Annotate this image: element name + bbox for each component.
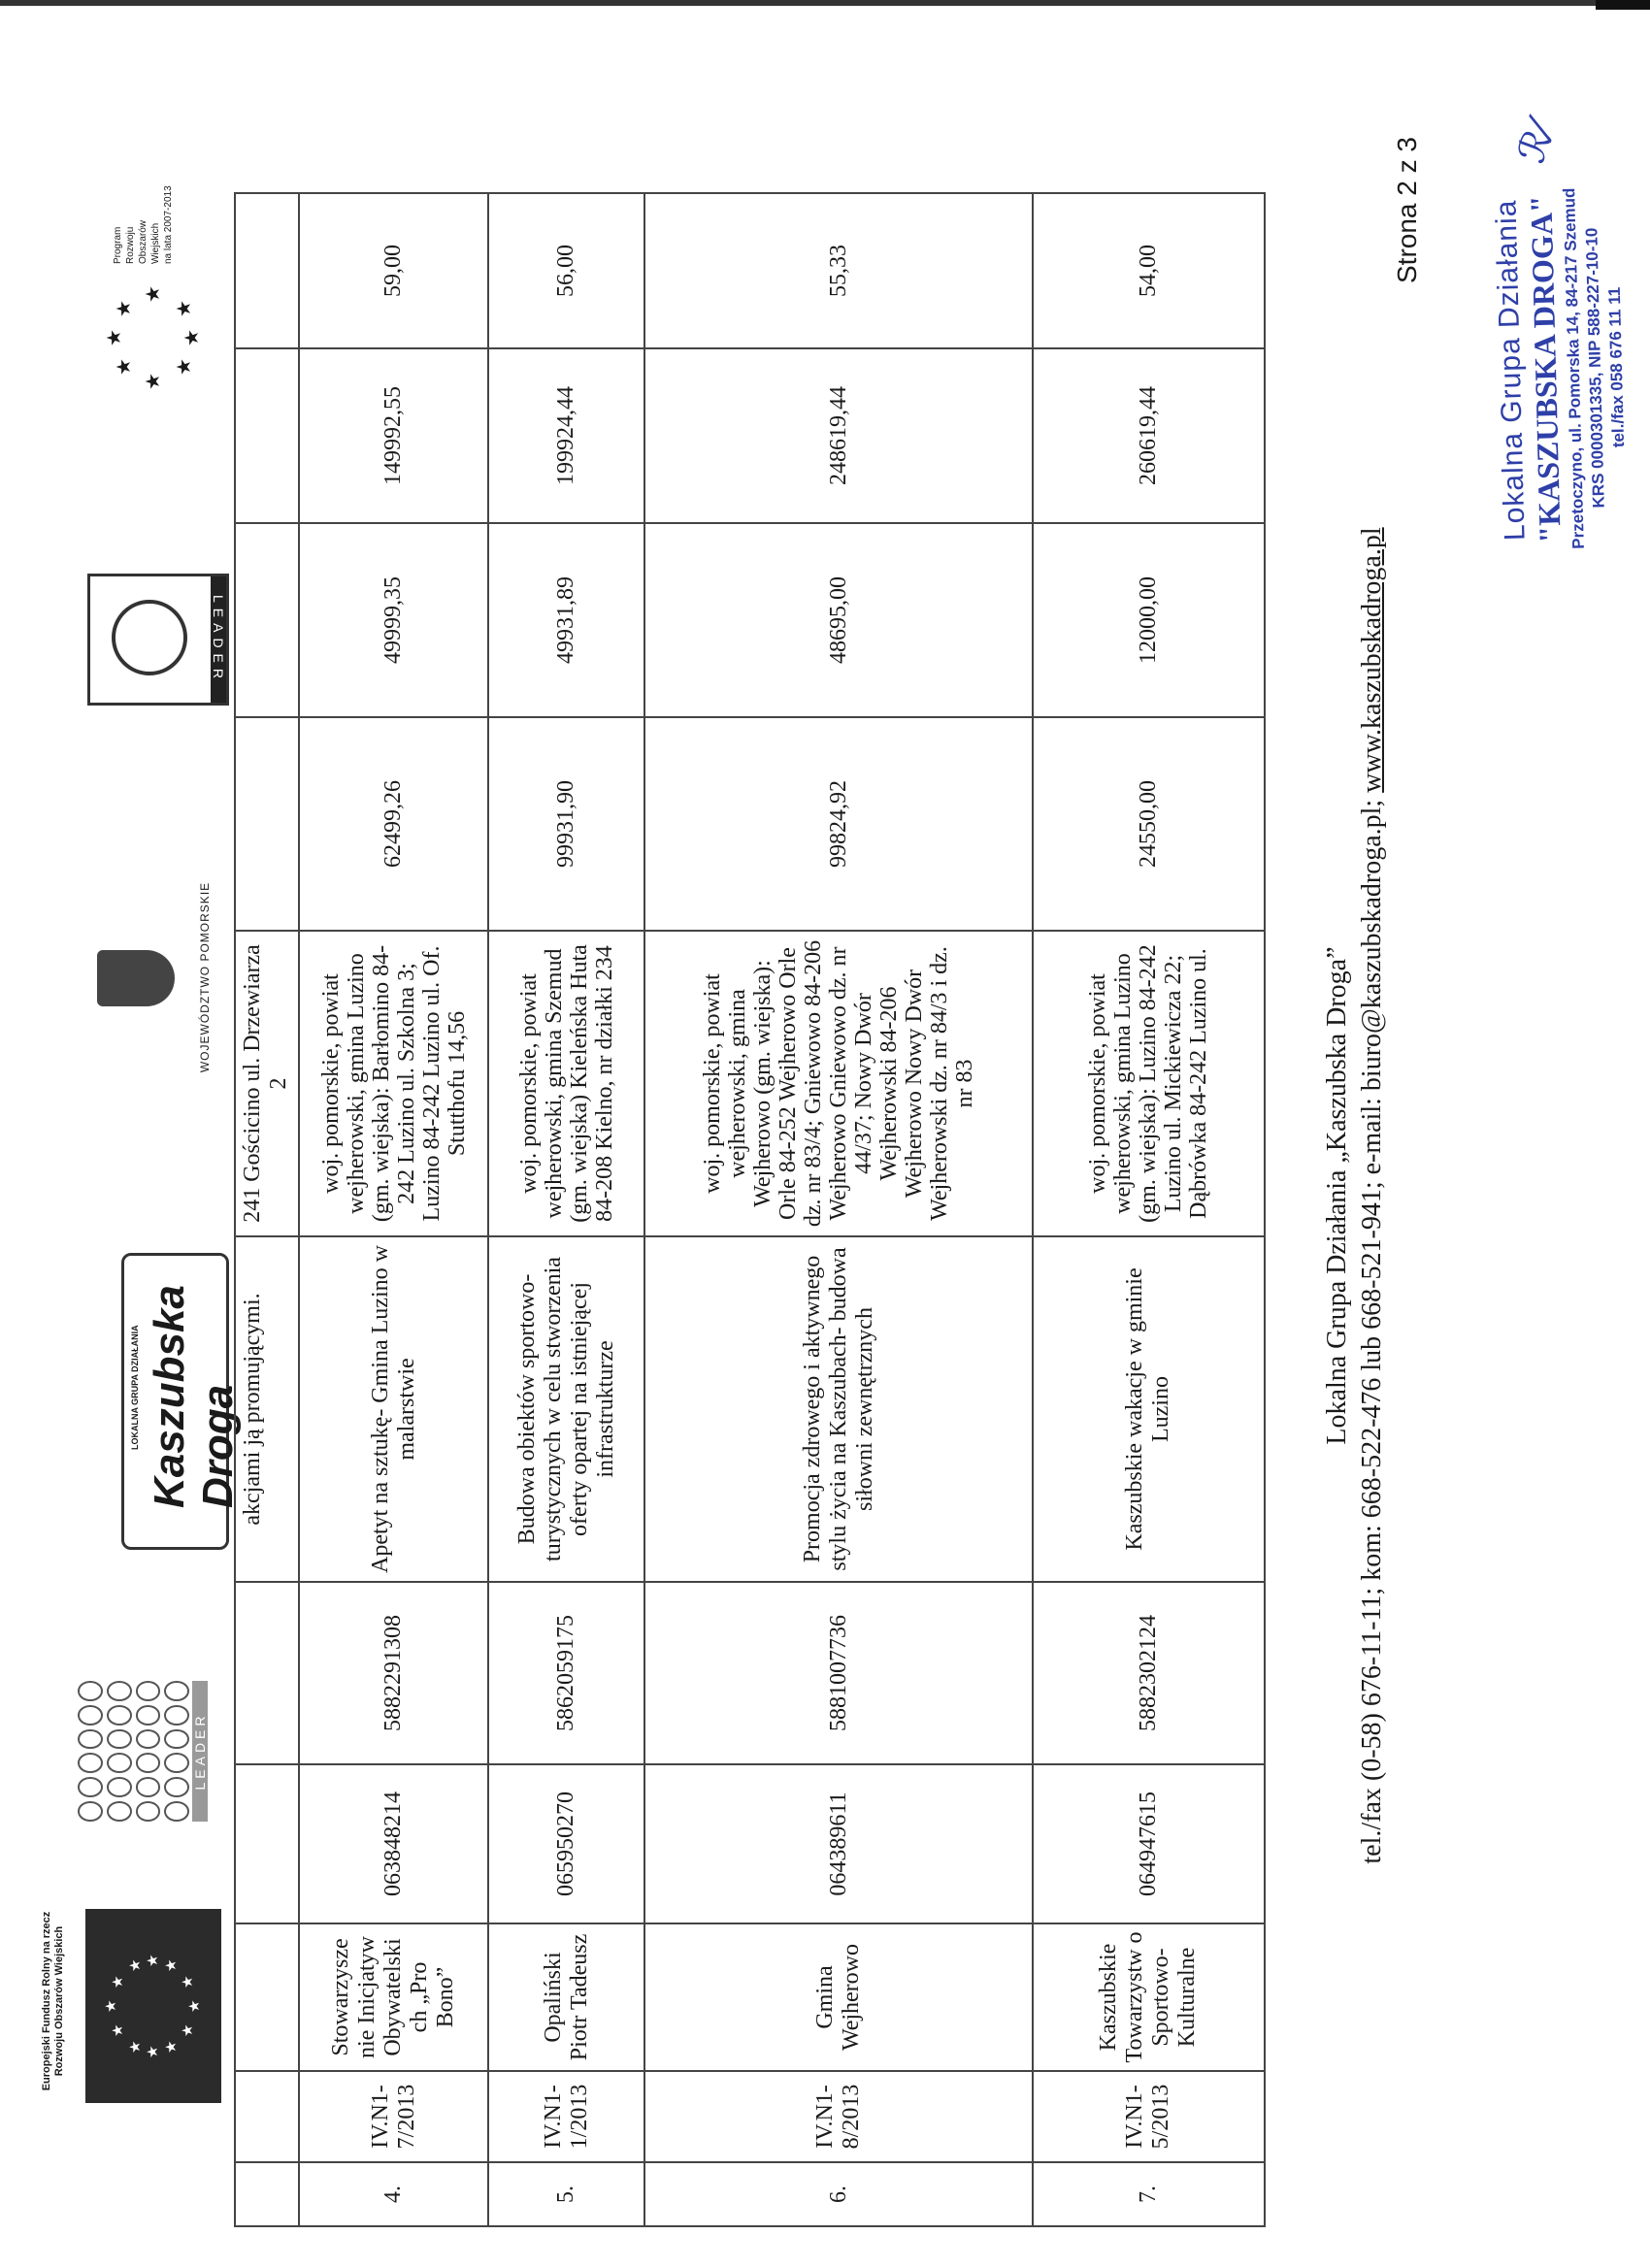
row-score: 56,00 xyxy=(488,193,644,348)
eu-caption-line1: Europejski Fundusz Rolny na rzecz xyxy=(41,1911,52,2091)
kd-logo-big-text: Kaszubska Droga xyxy=(146,1285,242,1508)
organization-stamp xyxy=(1489,139,1634,598)
handwritten-signature-icon: ℛ⁄ xyxy=(1508,117,1565,169)
footer-website-link[interactable]: www.kaszubskadroga.pl xyxy=(1357,527,1387,793)
leader-leaf-icon xyxy=(112,600,187,675)
row-address: woj. pomorskie, powiat wejherowski, gmina Luzino (gm. wiejska): Luzino 84-242 Luzino ul. Mickiewicza 22; Dąbrówka 84-242 Luzino ul. xyxy=(1033,931,1265,1236)
row-code: IV.N1-8/2013 xyxy=(644,2071,1033,2162)
row-lp: 7. xyxy=(1033,2162,1265,2226)
row-code: IV.N1-1/2013 xyxy=(488,2071,644,2162)
table-cell xyxy=(235,2071,299,2162)
row-nip: 5862059175 xyxy=(488,1582,644,1764)
row-title: Promocja zdrowego i aktywnego stylu życia na Kaszubach- budowa siłowni zewnętrznych xyxy=(644,1236,1033,1582)
row-lp: 6. xyxy=(644,2162,1033,2226)
continuation-address: 241 Gościcino ul. Drzewiarza 2 xyxy=(235,931,299,1236)
row-code: IV.N1-5/2013 xyxy=(1033,2071,1265,2162)
row-cost-total: 99931,90 xyxy=(488,717,644,931)
table-cell xyxy=(235,1582,299,1764)
row-cost-eligible: 49931,89 xyxy=(488,523,644,717)
table-row-continuation xyxy=(235,193,299,2226)
row-amount: 248619,44 xyxy=(644,348,1033,523)
footer-organization: Lokalna Grupa Działania „Kaszubska Droga” xyxy=(1322,946,1352,1445)
row-title: Apetyt na sztukę- Gmina Luzino w malarstwie xyxy=(299,1236,488,1582)
eu-caption-line2: Rozwoju Obszarów Wiejskich xyxy=(53,1925,65,2077)
row-regon: 064947615 xyxy=(1033,1764,1265,1923)
row-code: IV.N1-7/2013 xyxy=(299,2071,488,2162)
table-cell xyxy=(235,1764,299,1923)
row-cost-total: 24550,00 xyxy=(1033,717,1265,931)
table-cell xyxy=(235,2162,299,2226)
row-regon: 065950270 xyxy=(488,1764,644,1923)
prow-stars-icon: ★ ★ ★ ★ ★ ★ ★ ★ xyxy=(104,285,203,390)
row-nip: 5881007736 xyxy=(644,1582,1033,1764)
footer-contact xyxy=(1357,123,1388,2268)
row-score: 59,00 xyxy=(299,193,488,348)
row-title: Budowa obiektów sportowo- turystycznych w celu stworzenia oferty opartej na istniejącej infrastrukturze xyxy=(488,1236,644,1582)
leader-logo-1-text: LEADER xyxy=(192,1681,208,1822)
prow-line: Wiejskich xyxy=(150,222,161,264)
ranking-table xyxy=(234,192,1266,2227)
row-lp: 4. xyxy=(299,2162,488,2226)
stamp-line2: "KASZUBSKA DROGA" xyxy=(1523,194,1568,543)
leader-logo-1 xyxy=(78,1681,218,1822)
footer-contact-text: tel./fax (0-58) 676-11-11; kom: 668-522-476 lub 668-521-941; e-mail: biuro@kaszubskadroga.pl; xyxy=(1357,792,1387,1864)
page-number: Strona 2 z 3 xyxy=(1392,137,1422,283)
row-score: 54,00 xyxy=(1033,193,1265,348)
row-applicant: Kaszubskie Towarzystw o Sportowo-Kulturalne xyxy=(1033,1923,1265,2071)
row-lp: 5. xyxy=(488,2162,644,2226)
row-cost-total: 62499,26 xyxy=(299,717,488,931)
pomorskie-caption: WOJEWÓDZTWO POMORSKIE xyxy=(198,881,212,1073)
stamp-line5: tel./fax 058 676 11 11 xyxy=(1604,286,1629,448)
table-row xyxy=(644,193,1033,2226)
row-cost-eligible: 12000,00 xyxy=(1033,523,1265,717)
row-applicant: Stowarzysze nie Inicjatyw Obywatelski ch „Pro Bono” xyxy=(299,1923,488,2071)
leader-logo-2-text: LEADER xyxy=(211,576,226,703)
row-cost-eligible: 49999,35 xyxy=(299,523,488,717)
table-cell xyxy=(235,193,299,348)
stamp-line4: KRS 0000301335, NIP 588-227-10-10 xyxy=(1582,227,1608,509)
row-regon: 064389611 xyxy=(644,1764,1033,1923)
table-row xyxy=(299,193,488,2226)
row-amount: 149992,55 xyxy=(299,348,488,523)
table-row xyxy=(488,193,644,2226)
prow-logo xyxy=(78,172,223,395)
table-cell xyxy=(235,1923,299,2071)
eu-fund-caption xyxy=(41,1880,66,2122)
logo-header xyxy=(29,162,242,2122)
table-cell xyxy=(235,348,299,523)
row-regon: 063848214 xyxy=(299,1764,488,1923)
kd-logo-small-text: LOKALNA GRUPA DZIAŁANIA xyxy=(130,1325,140,1450)
prow-logo-text xyxy=(112,185,175,264)
row-score: 55,33 xyxy=(644,193,1033,348)
row-address: woj. pomorskie, powiat wejherowski, gmina Szemud (gm. wiejska) Kieleńska Huta 84-208 Kielno, nr działki 234 xyxy=(488,931,644,1236)
pomorskie-logo xyxy=(97,880,223,1074)
kaszubska-droga-logo xyxy=(121,1253,242,1550)
leader-dots-icon xyxy=(78,1681,189,1822)
row-title: Kaszubskie wakacje w gminie Luzino xyxy=(1033,1236,1265,1582)
prow-line: Rozwoju xyxy=(125,226,136,264)
row-amount: 260619,44 xyxy=(1033,348,1265,523)
row-amount: 199924,44 xyxy=(488,348,644,523)
table-row xyxy=(1033,193,1265,2226)
row-cost-eligible: 48695,00 xyxy=(644,523,1033,717)
row-cost-total: 99824,92 xyxy=(644,717,1033,931)
row-applicant: Opaliński Piotr Tadeusz xyxy=(488,1923,644,2071)
eu-flag-icon: ★ ★ ★ ★ ★ ★ ★ ★ ★ ★ ★ ★ xyxy=(85,1909,221,2103)
stamp-line3: Przetoczyno, ul. Pomorska 14, 84-217 Szemud xyxy=(1560,187,1588,549)
row-address: woj. pomorskie, powiat wejherowski, gmina Luzino (gm. wiejska): Barłomino 84-242 Luzino ul. Szkolna 3; Luzino 84-242 Luzino ul. Of. Stutthofu 14,56 xyxy=(299,931,488,1236)
stamp-line1: Lokalna Grupa Działania xyxy=(1490,199,1532,542)
continuation-description: akcjami ją promującymi. xyxy=(235,1236,299,1582)
griffin-crest-icon xyxy=(97,950,175,1006)
table-cell xyxy=(235,717,299,931)
row-nip: 5882291308 xyxy=(299,1582,488,1764)
leader-logo-2 xyxy=(87,574,229,706)
row-applicant: Gmina Wejherowo xyxy=(644,1923,1033,2071)
prow-line: na lata 2007-2013 xyxy=(163,185,174,264)
row-nip: 5882302124 xyxy=(1033,1582,1265,1764)
row-address: woj. pomorskie, powiat wejherowski, gmina Wejherowo (gm. wiejska): Orle 84-252 Wejherowo Orle dz. nr 83/4; Gniewowo 84-206 Wejherowo Gniewowo dz. nr 44/37; Nowy Dwór Wejherowski 84-206 Wejherowo Nowy Dwór Wejherowski dz. nr 84/3 i dz. nr 83 xyxy=(644,931,1033,1236)
prow-line: Obszarów xyxy=(138,219,148,264)
table-cell xyxy=(235,523,299,717)
prow-line: Program xyxy=(113,226,123,264)
